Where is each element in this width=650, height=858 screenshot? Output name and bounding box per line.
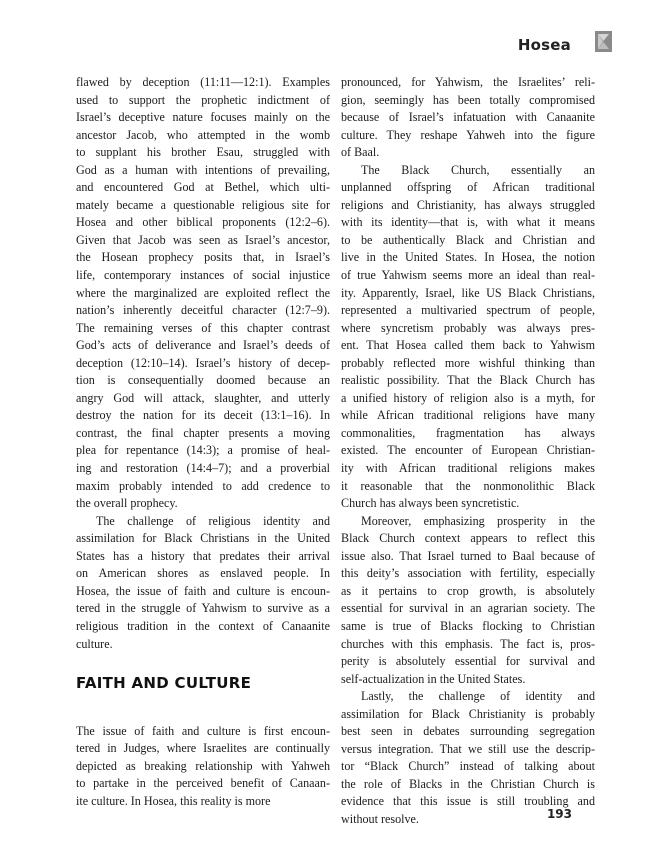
text-line: realistic possibility. That the Black Church has — [341, 373, 595, 388]
text-line: mately became a questionable religious site for — [76, 197, 330, 212]
text-line: the overall prophecy. — [76, 496, 178, 511]
right-column — [341, 74, 595, 829]
text-line: on American shores as enslaved people. In — [76, 566, 330, 581]
text-line: to partake in the perceived benefit of Canaan- — [76, 776, 330, 791]
running-title: Hosea — [517, 36, 571, 54]
text-line: it reasonable that the nonmonolithic Black — [341, 478, 595, 493]
text-line: assimilation for Black Christianity is probably — [341, 706, 595, 721]
text-line: culture. They reshape Yahweh into the figure — [341, 127, 595, 142]
text-line: essential for survival in an agrarian society. The — [341, 601, 595, 616]
text-line: Hosea and other biblical proponents (12:2–6). — [76, 215, 330, 230]
text-line: without resolve. — [341, 811, 419, 826]
text-line: Given that Jacob was seen as Israel’s ancestor, — [76, 232, 330, 247]
text-line: The Black Church, essentially an — [361, 162, 595, 177]
text-line: represented a multivaried spectrum of people, — [341, 303, 595, 318]
text-line: The remaining verses of this chapter contrast — [76, 320, 330, 335]
text-line: of Baal. — [341, 145, 380, 160]
text-line: used to support the prophetic indictment of — [76, 92, 330, 107]
text-line: ity. Apparently, Israel, like US Black Christians, — [341, 285, 595, 300]
paragraph — [341, 513, 595, 688]
text-line: flawed by deception (11:11—12:1). Examples — [76, 75, 330, 89]
text-line: because of Israel’s infatuation with Canaanite — [341, 110, 595, 125]
text-line: Moreover, emphasizing prosperity in the — [361, 513, 595, 528]
text-line: culture. — [76, 636, 113, 651]
text-line: pronounced, for Yahwism, the Israelites’ reli- — [341, 75, 595, 89]
text-line: plea for repentance (14:3); a promise of heal- — [76, 443, 330, 458]
text-line: God as a human with intentions of prevailing, — [76, 162, 330, 177]
text-line: The challenge of religious identity and — [96, 513, 330, 528]
text-line: deception (12:10–14). Israel’s history of decep- — [76, 355, 330, 370]
text-line: the role of Blacks in the Christian Church is — [341, 776, 595, 791]
text-line: depicted as breaking relationship with Yahweh — [76, 758, 330, 773]
spacer — [76, 653, 330, 671]
text-line: Israel’s deceptive nature focuses mainly on the — [76, 110, 330, 125]
text-line: assimilation for Black Christians in the United — [76, 531, 330, 546]
paragraph — [341, 74, 595, 162]
text-line: religions and Christianity, has always struggled — [341, 197, 595, 212]
text-line: probably reflected more wishful thinking than — [341, 355, 595, 370]
text-line: while African traditional religions have many — [341, 408, 595, 423]
text-line: ity with African traditional religions makes — [341, 461, 595, 476]
text-line: tion is consequentially doomed because an — [76, 373, 330, 388]
text-line: this deity’s association with fertility, especially — [341, 566, 595, 581]
text-line: God’s acts of deliverance and Israel’s deeds of — [76, 338, 330, 353]
text-line: unplanned offspring of African traditional — [341, 180, 595, 195]
text-line: ent. That Hosea called them back to Yahwism — [341, 338, 595, 353]
text-line: of true Yahwism seems more an ideal than real- — [341, 268, 595, 283]
text-line: Lastly, the challenge of identity and — [361, 689, 595, 704]
text-line: ing and restoration (14:4–7); and a proverbial — [76, 461, 330, 476]
text-line: self-actualization in the United States. — [341, 671, 526, 686]
text-line: commonalities, fragmentation has always — [341, 425, 595, 440]
text-line: gion, seemingly has been totally compromised — [341, 92, 595, 107]
section-heading: FAITH AND CULTURE — [76, 673, 252, 692]
text-line: religious tradition in the context of Canaanite — [76, 618, 330, 633]
text-line: to be authentically Black and Christian and — [341, 232, 595, 247]
text-line: life, contemporary instances of social injustice — [76, 268, 330, 283]
text-line: Black Church context appears to reflect this — [341, 531, 595, 546]
paragraph — [76, 74, 330, 513]
text-line: destroy the nation for its deceit (13:1–16). In — [76, 408, 330, 423]
text-line: maxim probably intended to add credence to — [76, 478, 330, 493]
text-line: perity is absolutely essential for survival and — [341, 654, 595, 669]
text-line: existed. The encounter of European Christian- — [341, 443, 595, 458]
text-line: tered in Judges, where Israelites are continually — [76, 741, 330, 756]
text-line: and encountered God at Bethel, which ulti- — [76, 180, 330, 195]
text-line: versus integration. That we still use the descrip- — [341, 741, 595, 756]
paragraph — [341, 162, 595, 513]
page-number: 193 — [546, 807, 572, 821]
text-line: issue also. That Israel turned to Baal because of — [341, 548, 595, 563]
text-line: with its identity—that is, with what it means — [341, 215, 595, 230]
text-line: Church has always been syncretistic. — [341, 496, 520, 511]
text-line: tor “Black Church” instead of talking about — [341, 759, 595, 774]
text-line: to supplant his brother Esau, struggled with — [76, 145, 330, 160]
text-line: States has a history that predates their arrival — [76, 548, 330, 563]
text-line: churches with this emphasis. The fact is, pros- — [341, 636, 595, 651]
text-line: the Hosean prophecy posits that, in Israel’s — [76, 250, 330, 265]
left-column — [76, 74, 330, 810]
text-line: evidence that this issue is still troubling and — [341, 794, 595, 809]
text-line: where the marginalized are exploited reflect the — [76, 285, 330, 300]
text-line: tered in the struggle of Yahwism to survive as a — [76, 601, 330, 616]
text-line: contrast, the final chapter presents a moving — [76, 425, 330, 440]
text-line: nation’s inherently deceitful character (12:7–9). — [76, 303, 330, 318]
text-line: best seen in debates surrounding segregation — [341, 724, 595, 739]
text-line: a unified history of religion also is a myth, for — [341, 390, 595, 405]
text-line: The issue of faith and culture is first encoun- — [76, 723, 330, 738]
text-line: as it pertains to crop growth, is absolutely — [341, 583, 595, 598]
text-line: angry God will attack, slaughter, and utterly — [76, 390, 330, 405]
paragraph — [76, 513, 330, 653]
text-line: ancestor Jacob, who attempted in the womb — [76, 127, 330, 142]
paragraph — [76, 723, 330, 811]
text-line: Hosea, the issue of faith and culture is encoun- — [76, 583, 330, 598]
text-line: where syncretism probably was always pres- — [341, 320, 595, 335]
text-line: live in the United States. In Hosea, the notion — [341, 250, 595, 265]
section-tab-ornament — [595, 31, 612, 52]
text-line: ite culture. In Hosea, this reality is more — [76, 793, 271, 808]
text-line: same is true of Blacks flocking to Christian — [341, 618, 595, 633]
